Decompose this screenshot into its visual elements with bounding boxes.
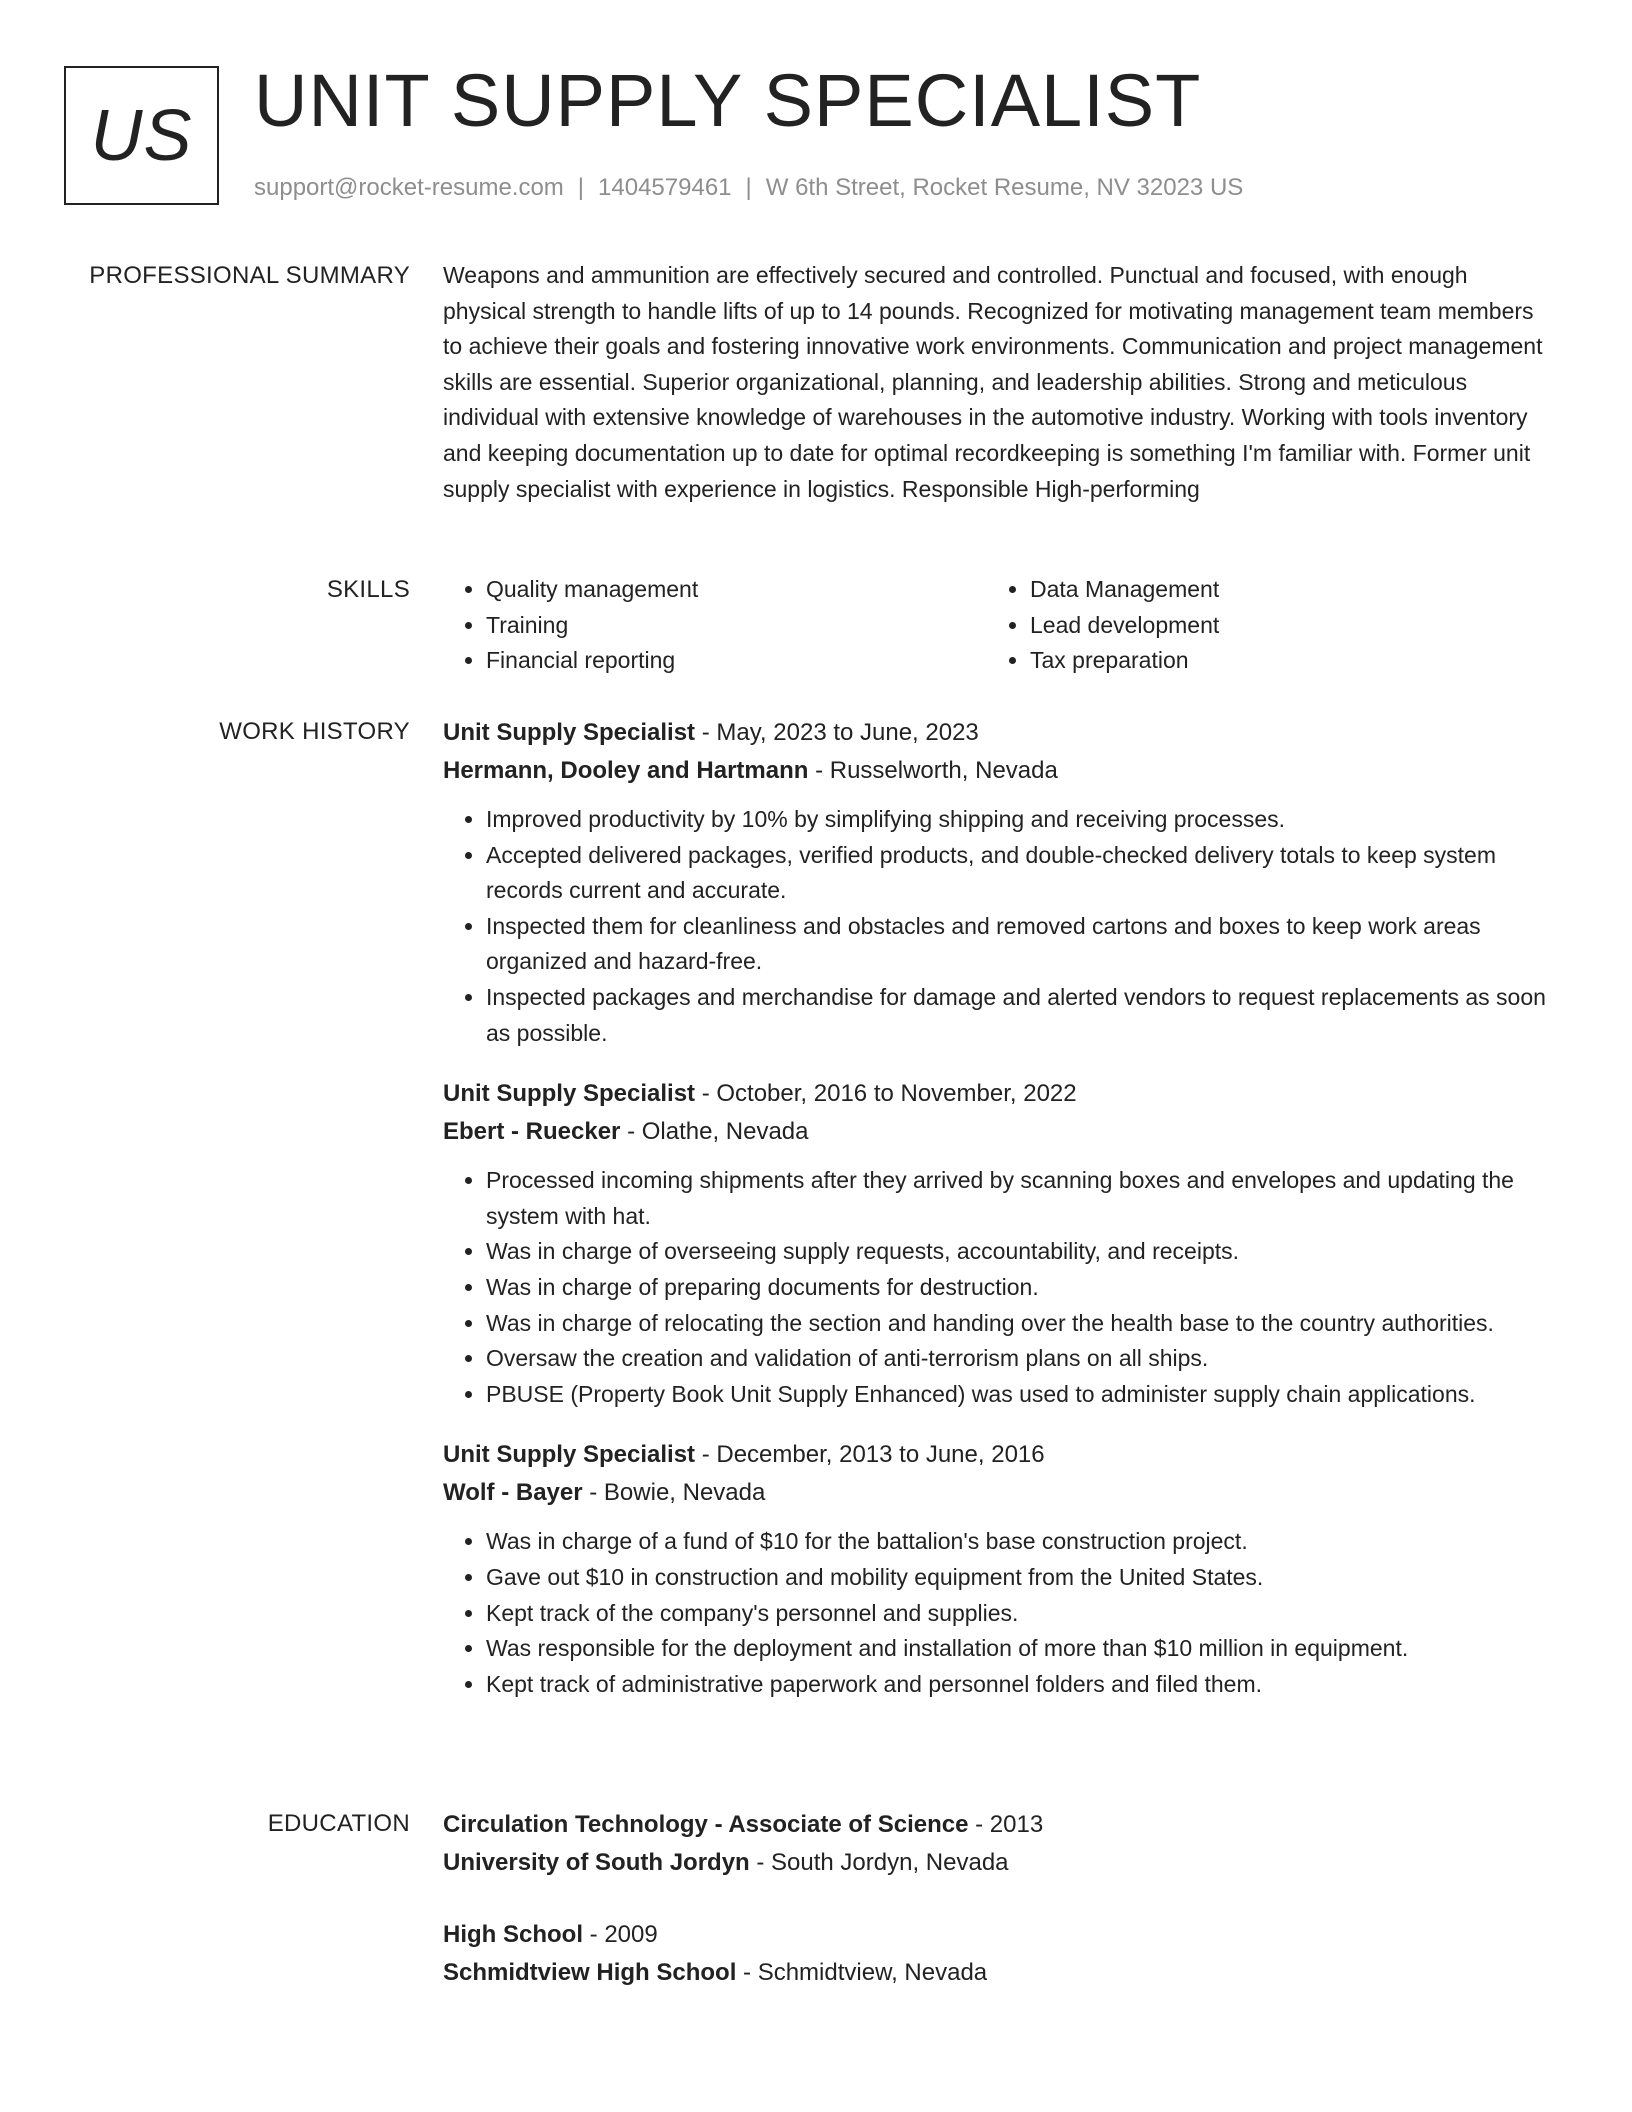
education-year: - 2013 xyxy=(968,1811,1044,1838)
education-location: - Schmidtview, Nevada xyxy=(736,1959,988,1986)
resume-title: UNIT SUPPLY SPECIALIST xyxy=(254,59,1202,142)
summary-heading: PROFESSIONAL SUMMARY xyxy=(89,262,410,289)
contact-separator: | xyxy=(577,174,585,201)
skill-item: • Tax preparation xyxy=(1030,643,1531,679)
job-bullet: • Was in charge of overseeing supply requests, accountability, and receipts. xyxy=(486,1234,1553,1270)
job-bullet: • Accepted delivered packages, verified products, and double-checked delivery totals to keep system records current and accurate. xyxy=(486,838,1553,909)
job-bullet: • Inspected them for cleanliness and obstacles and removed cartons and boxes to keep work areas organized and hazard-free. xyxy=(486,909,1553,980)
skills-body xyxy=(443,572,1553,679)
education-body xyxy=(443,1806,1553,2026)
education-entry xyxy=(443,1916,1553,1992)
job-location: - Russelworth, Nevada xyxy=(808,757,1058,784)
job-company-line xyxy=(443,1474,1553,1512)
job-title-line xyxy=(443,714,1553,752)
job-title-line xyxy=(443,1436,1553,1474)
skills-list-right xyxy=(987,572,1531,679)
skill-item: • Training xyxy=(486,608,987,644)
contact-address: W 6th Street, Rocket Resume, NV 32023 US xyxy=(765,174,1244,201)
education-degree-line xyxy=(443,1806,1553,1844)
skill-item: • Quality management xyxy=(486,572,987,608)
contact-separator: | xyxy=(745,174,752,201)
job-bullets xyxy=(443,802,1553,1051)
job-company: Hermann, Dooley and Hartmann xyxy=(443,757,809,784)
education-year: - 2009 xyxy=(583,1921,658,1948)
job-location: - Olathe, Nevada xyxy=(620,1118,809,1146)
job-bullet: • Was in charge of a fund of $10 for the battalion's base construction project. xyxy=(486,1524,1553,1560)
job-bullets xyxy=(443,1163,1553,1412)
education-heading: EDUCATION xyxy=(267,1810,410,1837)
education-school: University of South Jordyn xyxy=(443,1849,750,1876)
job-bullet: • Gave out $10 in construction and mobility equipment from the United States. xyxy=(486,1560,1553,1596)
job-title: Unit Supply Specialist xyxy=(443,719,696,746)
job-company: Ebert - Ruecker xyxy=(443,1118,621,1146)
job-bullet: • Kept track of administrative paperwork and personnel folders and filed them. xyxy=(486,1667,1553,1703)
job-company: Wolf - Bayer xyxy=(443,1479,583,1507)
job-bullet: • Was in charge of preparing documents for destruction. xyxy=(486,1270,1553,1306)
summary-body xyxy=(443,258,1553,507)
contact-email[interactable]: support@rocket-resume.com xyxy=(254,174,564,201)
summary-text: Weapons and ammunition are effectively secured and controlled. Punctual and focused, with enough physical strength to handle lifts of up to 14 pounds. Recognized for motivating management team members to achieve their goals and fostering innovative work environments. Communication and project management skills are essential. Superior organizational, planning, and leadership abilities. Strong and meticulous individual with extensive knowledge of warehouses in the automotive industry. Working with tools inventory and keeping documentation up to date for optimal recordkeeping is something I'm familiar with. Former unit supply specialist with experience in logistics. Responsible High-performing xyxy=(443,262,1543,502)
job-dates: - May, 2023 to June, 2023 xyxy=(695,719,979,746)
job-company-line xyxy=(443,1113,1553,1151)
skill-item: • Financial reporting xyxy=(486,643,987,679)
job-dates: - December, 2013 to June, 2016 xyxy=(695,1441,1045,1469)
job-bullet: • Was in charge of relocating the section and handing over the health base to the country authorities. xyxy=(486,1306,1553,1342)
skills-heading: SKILLS xyxy=(326,576,410,603)
skill-item: • Data Management xyxy=(1030,572,1531,608)
skill-item: • Lead development xyxy=(1030,608,1531,644)
job-bullet: • Was responsible for the deployment and installation of more than $10 million in equipment. xyxy=(486,1631,1553,1667)
education-school-line xyxy=(443,1954,1553,1992)
monogram-badge xyxy=(64,66,219,205)
skills-list-left xyxy=(443,572,987,679)
contact-line xyxy=(254,174,1243,202)
contact-phone[interactable]: 1404579461 xyxy=(598,174,732,201)
job-bullets xyxy=(443,1524,1553,1702)
job-entry xyxy=(443,1436,1553,1702)
job-bullet: • Improved productivity by 10% by simplifying shipping and receiving processes. xyxy=(486,802,1553,838)
job-title-line xyxy=(443,1075,1553,1113)
job-bullet: • Processed incoming shipments after they arrived by scanning boxes and envelopes and updating the system with hat. xyxy=(486,1163,1553,1234)
job-bullet: • Oversaw the creation and validation of anti-terrorism plans on all ships. xyxy=(486,1341,1553,1377)
job-company-line xyxy=(443,752,1553,790)
education-degree: High School xyxy=(443,1921,583,1948)
job-title: Unit Supply Specialist xyxy=(443,1080,696,1108)
job-entry xyxy=(443,714,1553,1051)
job-title: Unit Supply Specialist xyxy=(443,1441,696,1469)
education-school-line xyxy=(443,1844,1553,1882)
job-bullet: • Kept track of the company's personnel and supplies. xyxy=(486,1596,1553,1632)
job-bullet: • PBUSE (Property Book Unit Supply Enhanced) was used to administer supply chain applications. xyxy=(486,1377,1553,1413)
education-degree: Circulation Technology - Associate of Science xyxy=(443,1811,969,1838)
job-bullet: • Inspected packages and merchandise for damage and alerted vendors to request replacements as soon as possible. xyxy=(486,980,1553,1051)
job-location: - Bowie, Nevada xyxy=(582,1479,766,1507)
education-school: Schmidtview High School xyxy=(443,1959,737,1986)
monogram-initials: US xyxy=(90,95,193,176)
education-location: - South Jordyn, Nevada xyxy=(749,1849,1009,1876)
education-degree-line xyxy=(443,1916,1553,1954)
education-entry xyxy=(443,1806,1553,1882)
work-history-body xyxy=(443,714,1553,1726)
job-dates: - October, 2016 to November, 2022 xyxy=(695,1080,1077,1108)
work-history-heading: WORK HISTORY xyxy=(219,718,410,745)
skills-grid xyxy=(443,572,1553,679)
job-entry xyxy=(443,1075,1553,1412)
